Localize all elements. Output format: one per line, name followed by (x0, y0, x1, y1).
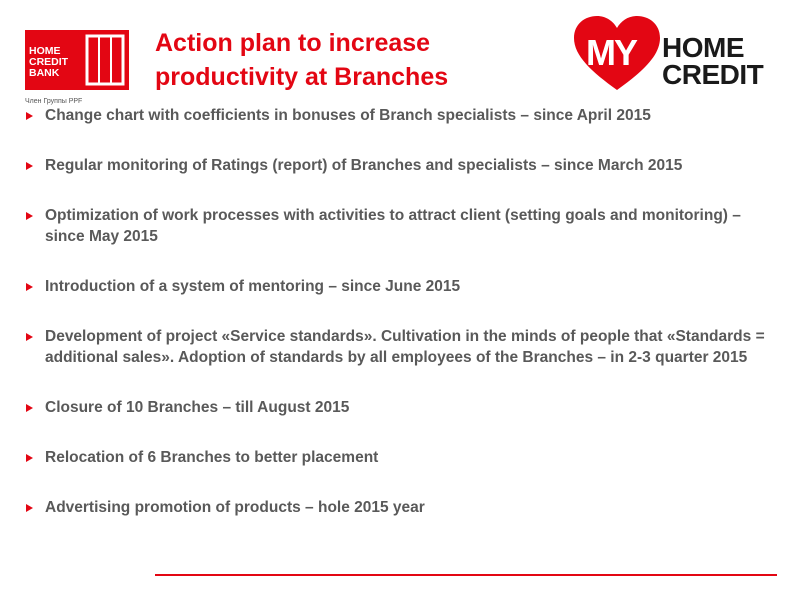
list-item (22, 497, 767, 518)
logo-right-my: MY (586, 32, 636, 73)
list-item (22, 155, 767, 176)
list-item-text: Development of project «Service standards». Cultivation in the minds of people that «Standards = additional sales». Adoption of standards by all employees of the Branches – in 2-3 quarter 2015 (45, 328, 765, 366)
bullet-arrow-icon (26, 504, 33, 512)
bullet-arrow-icon (26, 112, 33, 120)
member-of-group-caption: Член Группы PPF (25, 98, 83, 105)
list-item-text: Optimization of work processes with activities to attract client (setting goals and monitoring) – since May 2015 (45, 207, 741, 245)
list-item (22, 447, 767, 468)
bullet-arrow-icon (26, 162, 33, 170)
list-item (22, 397, 767, 418)
page-title: Action plan to increase productivity at Branches (155, 29, 449, 91)
list-item (22, 326, 767, 368)
list-item (22, 276, 767, 297)
my-home-credit-logo (572, 14, 782, 94)
bullet-arrow-icon (26, 283, 33, 291)
list-item-text: Introduction of a system of mentoring – since June 2015 (45, 278, 461, 295)
bullet-arrow-icon (26, 404, 33, 412)
list-item-text: Advertising promotion of products – hole 2015 year (45, 499, 425, 516)
bullet-arrow-icon (26, 454, 33, 462)
list-item-text: Regular monitoring of Ratings (report) of Branches and specialists – since March 2015 (45, 157, 683, 174)
action-plan-list (22, 105, 767, 547)
bullet-arrow-icon (26, 333, 33, 341)
list-item-text: Change chart with coefficients in bonuses of Branch specialists – since April 2015 (45, 107, 651, 124)
logo-left-text: HOME CREDIT BANK (29, 45, 69, 79)
footer-divider (155, 574, 777, 576)
home-credit-bank-logo (25, 30, 131, 92)
list-item-text: Closure of 10 Branches – till August 2015 (45, 399, 350, 416)
list-item (22, 205, 767, 247)
bullet-arrow-icon (26, 212, 33, 220)
logo-right-brand: HOME CREDIT (662, 32, 764, 90)
list-item (22, 105, 767, 126)
list-item-text: Relocation of 6 Branches to better placement (45, 449, 379, 466)
